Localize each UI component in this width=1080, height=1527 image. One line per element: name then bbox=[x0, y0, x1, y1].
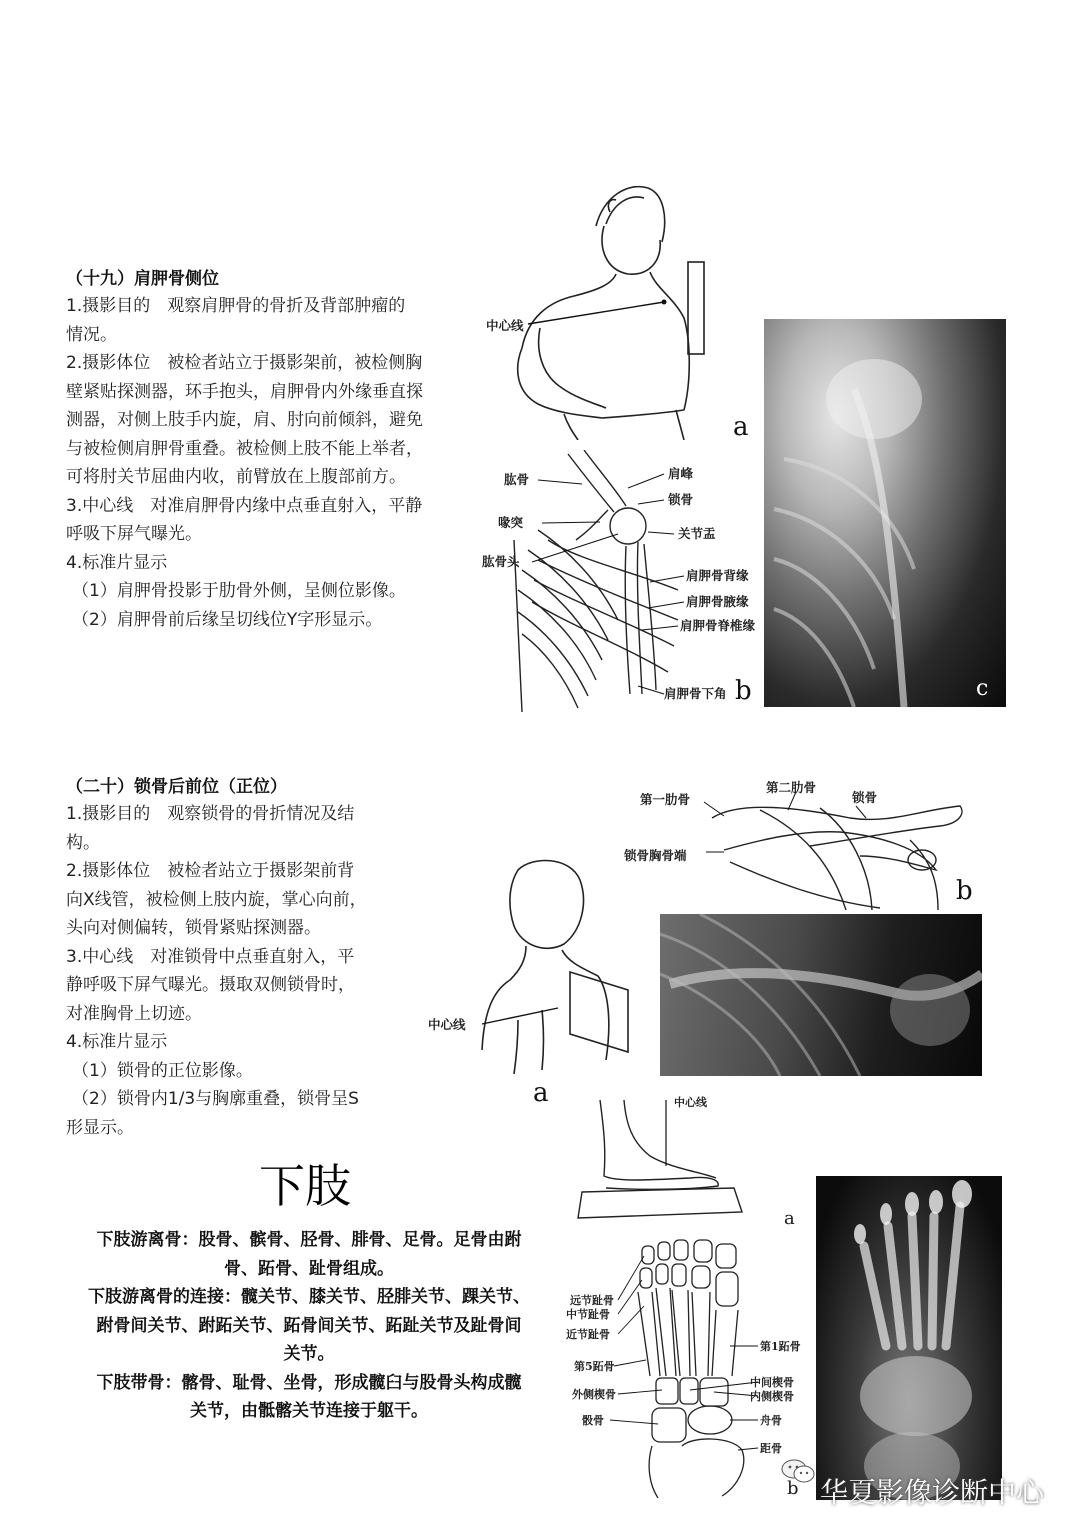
text-line: 骨、跖骨、趾骨组成。 bbox=[224, 1258, 394, 1279]
label-proximal-phalanx: 近节趾骨 bbox=[566, 1328, 610, 1341]
text-line: 4.标准片显示 bbox=[66, 552, 168, 573]
text-line: （1）锁骨的正位影像。 bbox=[72, 1060, 253, 1081]
label-axillary-border: 肩胛骨腋缘 bbox=[686, 594, 749, 609]
scapula-xray-image bbox=[764, 319, 1006, 707]
label-humerus: 肱骨 bbox=[504, 472, 530, 487]
label-clavicle: 锁骨 bbox=[668, 492, 694, 507]
label-coracoid: 喙突 bbox=[498, 515, 524, 530]
label-glenoid: 关节盂 bbox=[678, 526, 716, 541]
text-line: 对准胸骨上切迹。 bbox=[66, 1003, 202, 1024]
centerline-label: 中心线 bbox=[486, 318, 524, 333]
label-sternal-end: 锁骨胸骨端 bbox=[624, 848, 687, 863]
text-line: 1.摄影目的 观察锁骨的骨折情况及结 bbox=[66, 804, 355, 824]
text-line: 关节，由骶髂关节连接于躯干。 bbox=[190, 1401, 428, 1421]
scapula-positioning-illustration bbox=[478, 178, 768, 440]
text-line: 形显示。 bbox=[66, 1117, 134, 1138]
text-line: 测器，对侧上肢手内旋，肩、肘向前倾斜，避免 bbox=[66, 410, 423, 430]
text-line: （2）锁骨内1/3与胸廓重叠，锁骨呈S bbox=[72, 1089, 359, 1109]
foot-positioning-illustration bbox=[570, 1090, 750, 1230]
label-first-rib: 第一肋骨 bbox=[640, 792, 691, 807]
text-line: 3.中心线 对准锁骨中点垂直射入，平 bbox=[66, 946, 355, 967]
text-line: 壁紧贴探测器，环手抱头，肩胛骨内外缘垂直探 bbox=[66, 381, 423, 402]
label-distal-phalanx: 远节趾骨 bbox=[570, 1294, 614, 1307]
text-line: 1.摄影目的 观察肩胛骨的骨折及背部肿瘤的 bbox=[66, 296, 406, 316]
text-line: 4.标准片显示 bbox=[66, 1032, 168, 1052]
figure-letter-a: a bbox=[733, 412, 749, 442]
text-line: 头向对侧偏转，锁骨紧贴探测器。 bbox=[66, 918, 321, 938]
text-line: 下肢带骨：髂骨、耻骨、坐骨，形成髋臼与股骨头构成髋 bbox=[96, 1372, 522, 1393]
text-line: 向X线管，被检侧上肢内旋，掌心向前， bbox=[66, 889, 367, 910]
text-line: （2）肩胛骨前后缘呈切线位Y字形显示。 bbox=[72, 609, 383, 630]
paragraph-girdle bbox=[64, 1369, 554, 1426]
lower-limb-heading: 下肢 bbox=[259, 1159, 351, 1213]
label-intermediate-cuneiform: 中间楔骨 bbox=[750, 1376, 794, 1389]
text-line: 2.摄影体位 被检者站立于摄影架前，被检侧胸 bbox=[66, 353, 423, 373]
text-line: 呼吸下屏气曝光。 bbox=[66, 524, 202, 544]
label-lateral-cuneiform: 外侧楔骨 bbox=[572, 1388, 616, 1401]
figure-letter-a: a bbox=[533, 1078, 549, 1108]
label-humeral-head: 肱骨头 bbox=[482, 554, 520, 569]
paragraph-joints bbox=[64, 1283, 554, 1369]
label-dorsal-border: 肩胛骨背缘 bbox=[686, 568, 749, 583]
text-line: 情况。 bbox=[66, 324, 117, 345]
label-clavicle: 锁骨 bbox=[852, 790, 878, 805]
label-medial-cuneiform: 内侧楔骨 bbox=[750, 1390, 794, 1403]
figure-letter-b: b bbox=[956, 876, 973, 906]
centerline-label: 中心线 bbox=[674, 1096, 707, 1109]
section20-title: （二十）锁骨后前位（正位） bbox=[66, 777, 287, 797]
section19-body bbox=[66, 292, 476, 634]
foot-xray-image bbox=[816, 1176, 1002, 1500]
text-line: 关节。 bbox=[283, 1344, 335, 1364]
text-line: 3.中心线 对准肩胛骨内缘中点垂直射入，平静 bbox=[66, 495, 423, 516]
clavicle-xray-image bbox=[660, 914, 982, 1076]
clavicle-positioning-illustration bbox=[422, 850, 662, 1080]
figure-letter-b: b bbox=[735, 676, 752, 706]
text-line: 可将肘关节屈曲内收，前臂放在上腹部前方。 bbox=[66, 467, 406, 487]
figure-letter-b: b bbox=[787, 1478, 799, 1499]
scapula-anatomy-diagram bbox=[478, 450, 768, 712]
figure-letter-a: a bbox=[784, 1208, 795, 1229]
label-second-rib: 第二肋骨 bbox=[766, 780, 817, 795]
centerline-label: 中心线 bbox=[428, 1017, 466, 1032]
label-talus: 距骨 bbox=[760, 1442, 782, 1455]
label-fifth-metatarsal: 第5跖骨 bbox=[574, 1360, 615, 1373]
label-navicular: 舟骨 bbox=[760, 1414, 782, 1427]
paragraph-free-bones bbox=[64, 1226, 554, 1283]
label-vertebral-border: 肩胛骨脊椎缘 bbox=[680, 618, 756, 633]
label-first-metatarsal: 第1跖骨 bbox=[760, 1340, 801, 1353]
section19-title: （十九）肩胛骨侧位 bbox=[66, 269, 219, 289]
figure-letter-c: c bbox=[976, 676, 989, 701]
watermark-text: 华夏影像诊断中心 bbox=[819, 1476, 1044, 1509]
clavicle-anatomy-diagram bbox=[620, 770, 990, 910]
text-line: 下肢游离骨：股骨、髌骨、胫骨、腓骨、足骨。足骨由跗 bbox=[96, 1230, 522, 1250]
text-line: 静呼吸下屏气曝光。摄取双侧锁骨时， bbox=[66, 975, 355, 995]
label-cuboid: 骰骨 bbox=[582, 1414, 604, 1427]
label-middle-phalanx: 中节趾骨 bbox=[566, 1308, 610, 1321]
label-acromion: 肩峰 bbox=[668, 466, 694, 481]
lower-limb-paragraphs bbox=[64, 1226, 554, 1426]
section20-body bbox=[66, 800, 416, 1142]
text-line: （1）肩胛骨投影于肋骨外侧，呈侧位影像。 bbox=[72, 581, 406, 601]
text-line: 构。 bbox=[66, 832, 100, 853]
foot-anatomy-diagram bbox=[562, 1236, 810, 1498]
label-inferior-angle: 肩胛骨下角 bbox=[664, 686, 727, 701]
text-line: 下肢游离骨的连接：髋关节、膝关节、胫腓关节、踝关节、 bbox=[88, 1287, 530, 1307]
text-line: 跗骨间关节、跗跖关节、跖骨间关节、跖趾关节及趾骨间 bbox=[96, 1315, 522, 1336]
text-line: 与被检侧肩胛骨重叠。被检侧上肢不能上举者， bbox=[66, 438, 423, 459]
text-line: 2.摄影体位 被检者站立于摄影架前背 bbox=[66, 861, 355, 881]
